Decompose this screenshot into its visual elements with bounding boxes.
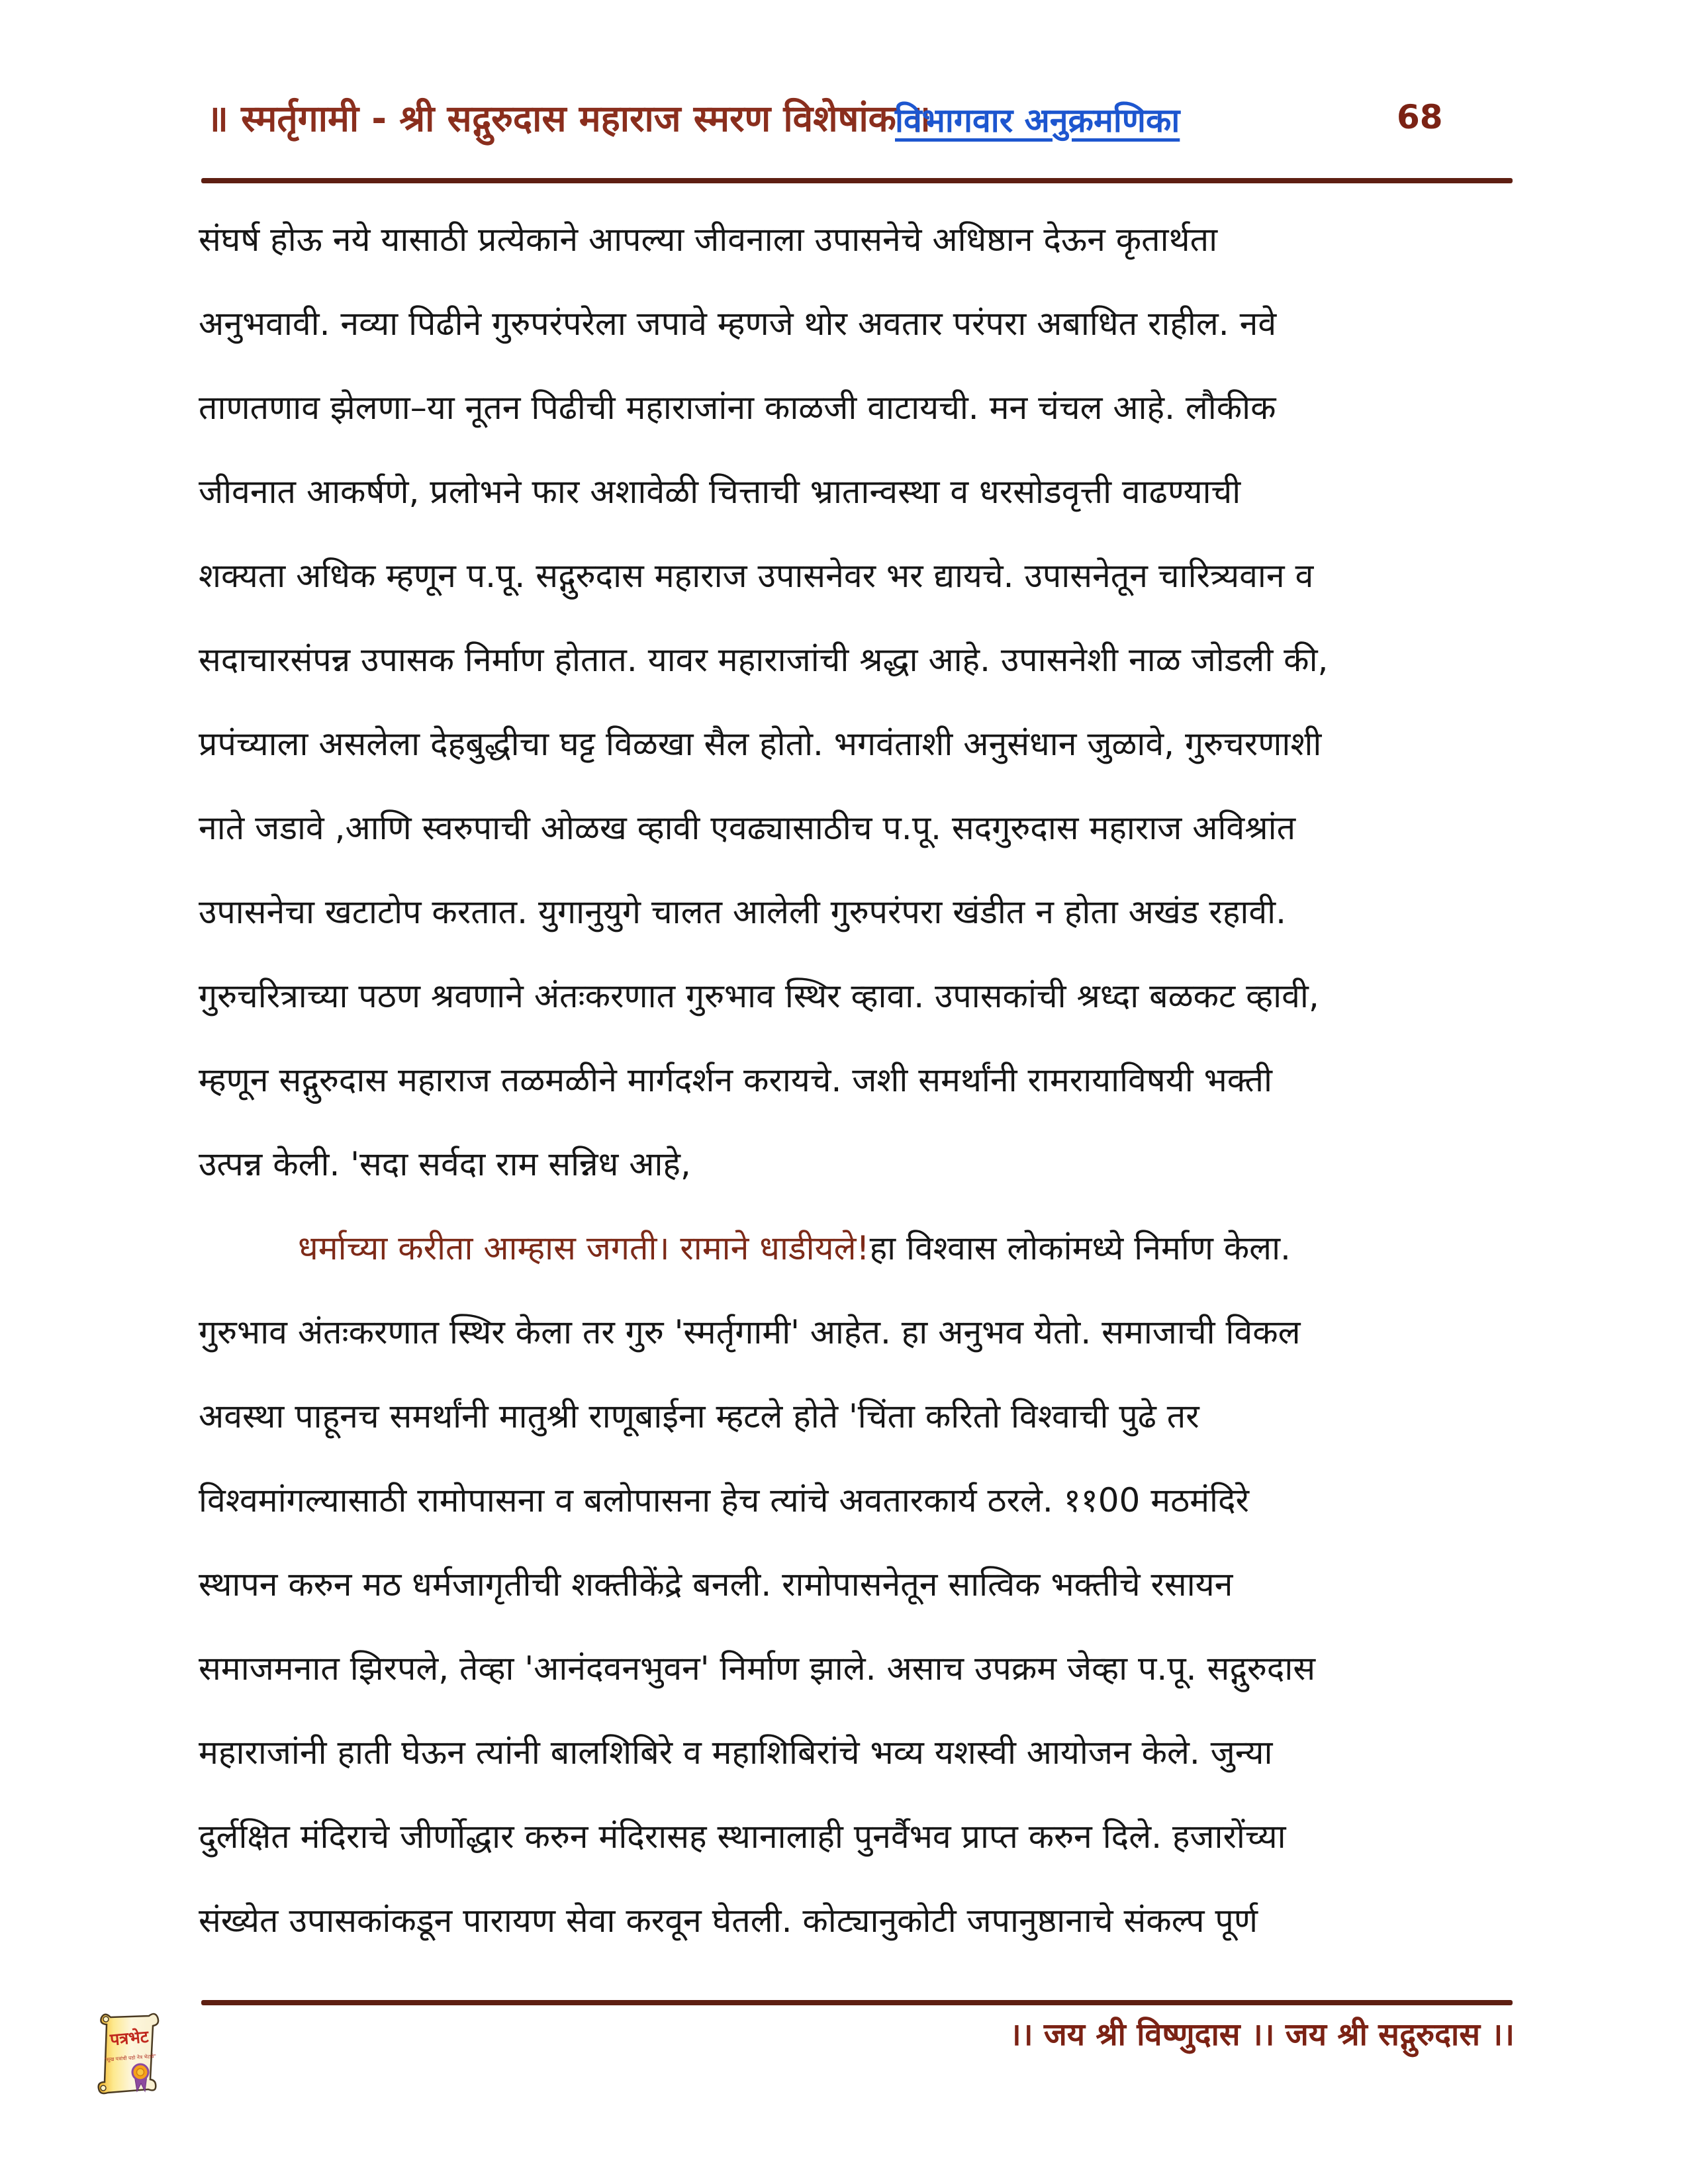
quote-highlight: धर्माच्या करीता आम्हास जगती। रामाने धाडीयले! bbox=[298, 1228, 870, 1267]
text-line: उत्पन्न केली. 'सदा सर्वदा राम सन्निध आहे, bbox=[199, 1144, 691, 1183]
footer-divider bbox=[201, 2000, 1513, 2005]
text-line: गुरुचरित्राच्या पठण श्रवणाने अंतःकरणात गुरुभाव स्थिर व्हावा. उपासकांची श्रध्दा बळकट व्हावी, bbox=[199, 976, 1319, 1015]
footer-blessing: ।। जय श्री विष्णुदास ।। जय श्री सद्गुरुदास ।। bbox=[1009, 2017, 1515, 2053]
article-body bbox=[199, 196, 1529, 1961]
text-line: संख्येत उपासकांकडून पारायण सेवा करवून घेतली. कोट्यानुकोटी जपानुष्ठानाचे संकल्प पूर्ण bbox=[199, 1901, 1258, 1940]
text-line: शक्यता अधिक म्हणून प.पू. सद्गुरुदास महाराज उपासनेवर भर द्यायचे. उपासनेतून चारित्र्यवान व bbox=[199, 556, 1314, 595]
text-line: अनुभवावी. नव्या पिढीने गुरुपरंपरेला जपावे म्हणजे थोर अवतार परंपरा अबाधित राहील. नवे bbox=[199, 304, 1277, 343]
text-line: महाराजांनी हाती घेऊन त्यांनी बालशिबिरे व महाशिबिरांचे भव्य यशस्वी आयोजन केले. जुन्या bbox=[199, 1733, 1273, 1772]
text-line: दुर्लक्षित मंदिराचे जीर्णोद्धार करुन मंदिरासह स्थानालाही पुनर्वैभव प्राप्त करुन दिले. हजारोंच्या bbox=[199, 1817, 1286, 1856]
scroll-curl-bottom bbox=[101, 2085, 106, 2091]
text-line: म्हणून सद्गुरुदास महाराज तळमळीने मार्गदर्शन करायचे. जशी समर्थांनी रामरायाविषयी भक्ती bbox=[199, 1060, 1272, 1099]
text-line: संघर्ष होऊ नये यासाठी प्रत्येकाने आपल्या जीवनाला उपासनेचे अधिष्ठान देऊन कृतार्थता bbox=[199, 220, 1218, 259]
quote-continuation: हा विश्वास लोकांमध्ये निर्माण केला. bbox=[869, 1228, 1291, 1267]
text-line: प्रपंच्याला असलेला देहबुद्धीचा घट्ट विळखा सैल होतो. भगवंताशी अनुसंधान जुळावे, गुरुचरणाशी bbox=[199, 724, 1322, 763]
text-line: जीवनात आकर्षणे, प्रलोभने फार अशावेळी चित्ताची भ्रातान्वस्था व धरसोडवृत्ती वाढण्याची bbox=[199, 472, 1241, 511]
section-index-link[interactable]: विभागवार अनुक्रमणिका bbox=[895, 101, 1180, 140]
verse-quote-line bbox=[199, 1205, 1529, 1289]
text-line: गुरुभाव अंतःकरणात स्थिर केला तर गुरु 'स्मर्तृगामी' आहेत. हा अनुभव येतो. समाजाची विकल bbox=[199, 1312, 1301, 1351]
scroll-curl-top bbox=[103, 2017, 109, 2022]
text-line: विश्वमांगल्यासाठी रामोपासना व बलोपासना हेच त्यांचे अवतारकार्य ठरले. ११00 मठमंदिरे bbox=[199, 1480, 1250, 1520]
logo-wordmark: पत्रभेट bbox=[109, 2026, 150, 2050]
text-line: स्थापन करुन मठ धर्मजागृतीची शक्तीकेंद्रे बनली. रामोपासनेतून सात्विक भक्तीचे रसायन bbox=[199, 1565, 1233, 1604]
text-line: सदाचारसंपन्न उपासक निर्माण होतात. यावर महाराजांची श्रद्धा आहे. उपासनेशी नाळ जोडली की, bbox=[199, 640, 1329, 679]
text-line: नाते जडावे ,आणि स्वरुपाची ओळख व्हावी एवढ्यासाठीच प.पू. सदगुरुदास महाराज अविश्रांत bbox=[199, 808, 1296, 847]
header-divider bbox=[201, 178, 1513, 183]
text-line: उपासनेचा खटाटोप करतात. युगानुयुगे चालत आलेली गुरुपरंपरा खंडीत न होता अखंड रहावी. bbox=[199, 892, 1287, 931]
text-line: अवस्था पाहूनच समर्थांनी मातुश्री राणूबाईना म्हटले होते 'चिंता करितो विश्वाची पुढे तर bbox=[199, 1396, 1199, 1435]
page-title: ॥ स्मर्तृगामी - श्री सद्गुरुदास महाराज स्मरण विशेषांक ॥ bbox=[207, 97, 931, 140]
patrabhet-scroll-logo bbox=[93, 2009, 171, 2103]
rosette-center bbox=[137, 2069, 144, 2076]
text-line: समाजमनात झिरपले, तेव्हा 'आनंदवनभुवन' निर्माण झाले. असाच उपक्रम जेव्हा प.पू. सद्गुरुदास bbox=[199, 1649, 1316, 1688]
page-number: 68 bbox=[1397, 98, 1443, 136]
logo-tagline: "सुख पत्रांची घडो नेत्र भेटावे" bbox=[104, 2053, 157, 2063]
text-line: ताणतणाव झेलणा–या नूतन पिढीची महाराजांना काळजी वाटायची. मन चंचल आहे. लौकीक bbox=[199, 388, 1276, 427]
